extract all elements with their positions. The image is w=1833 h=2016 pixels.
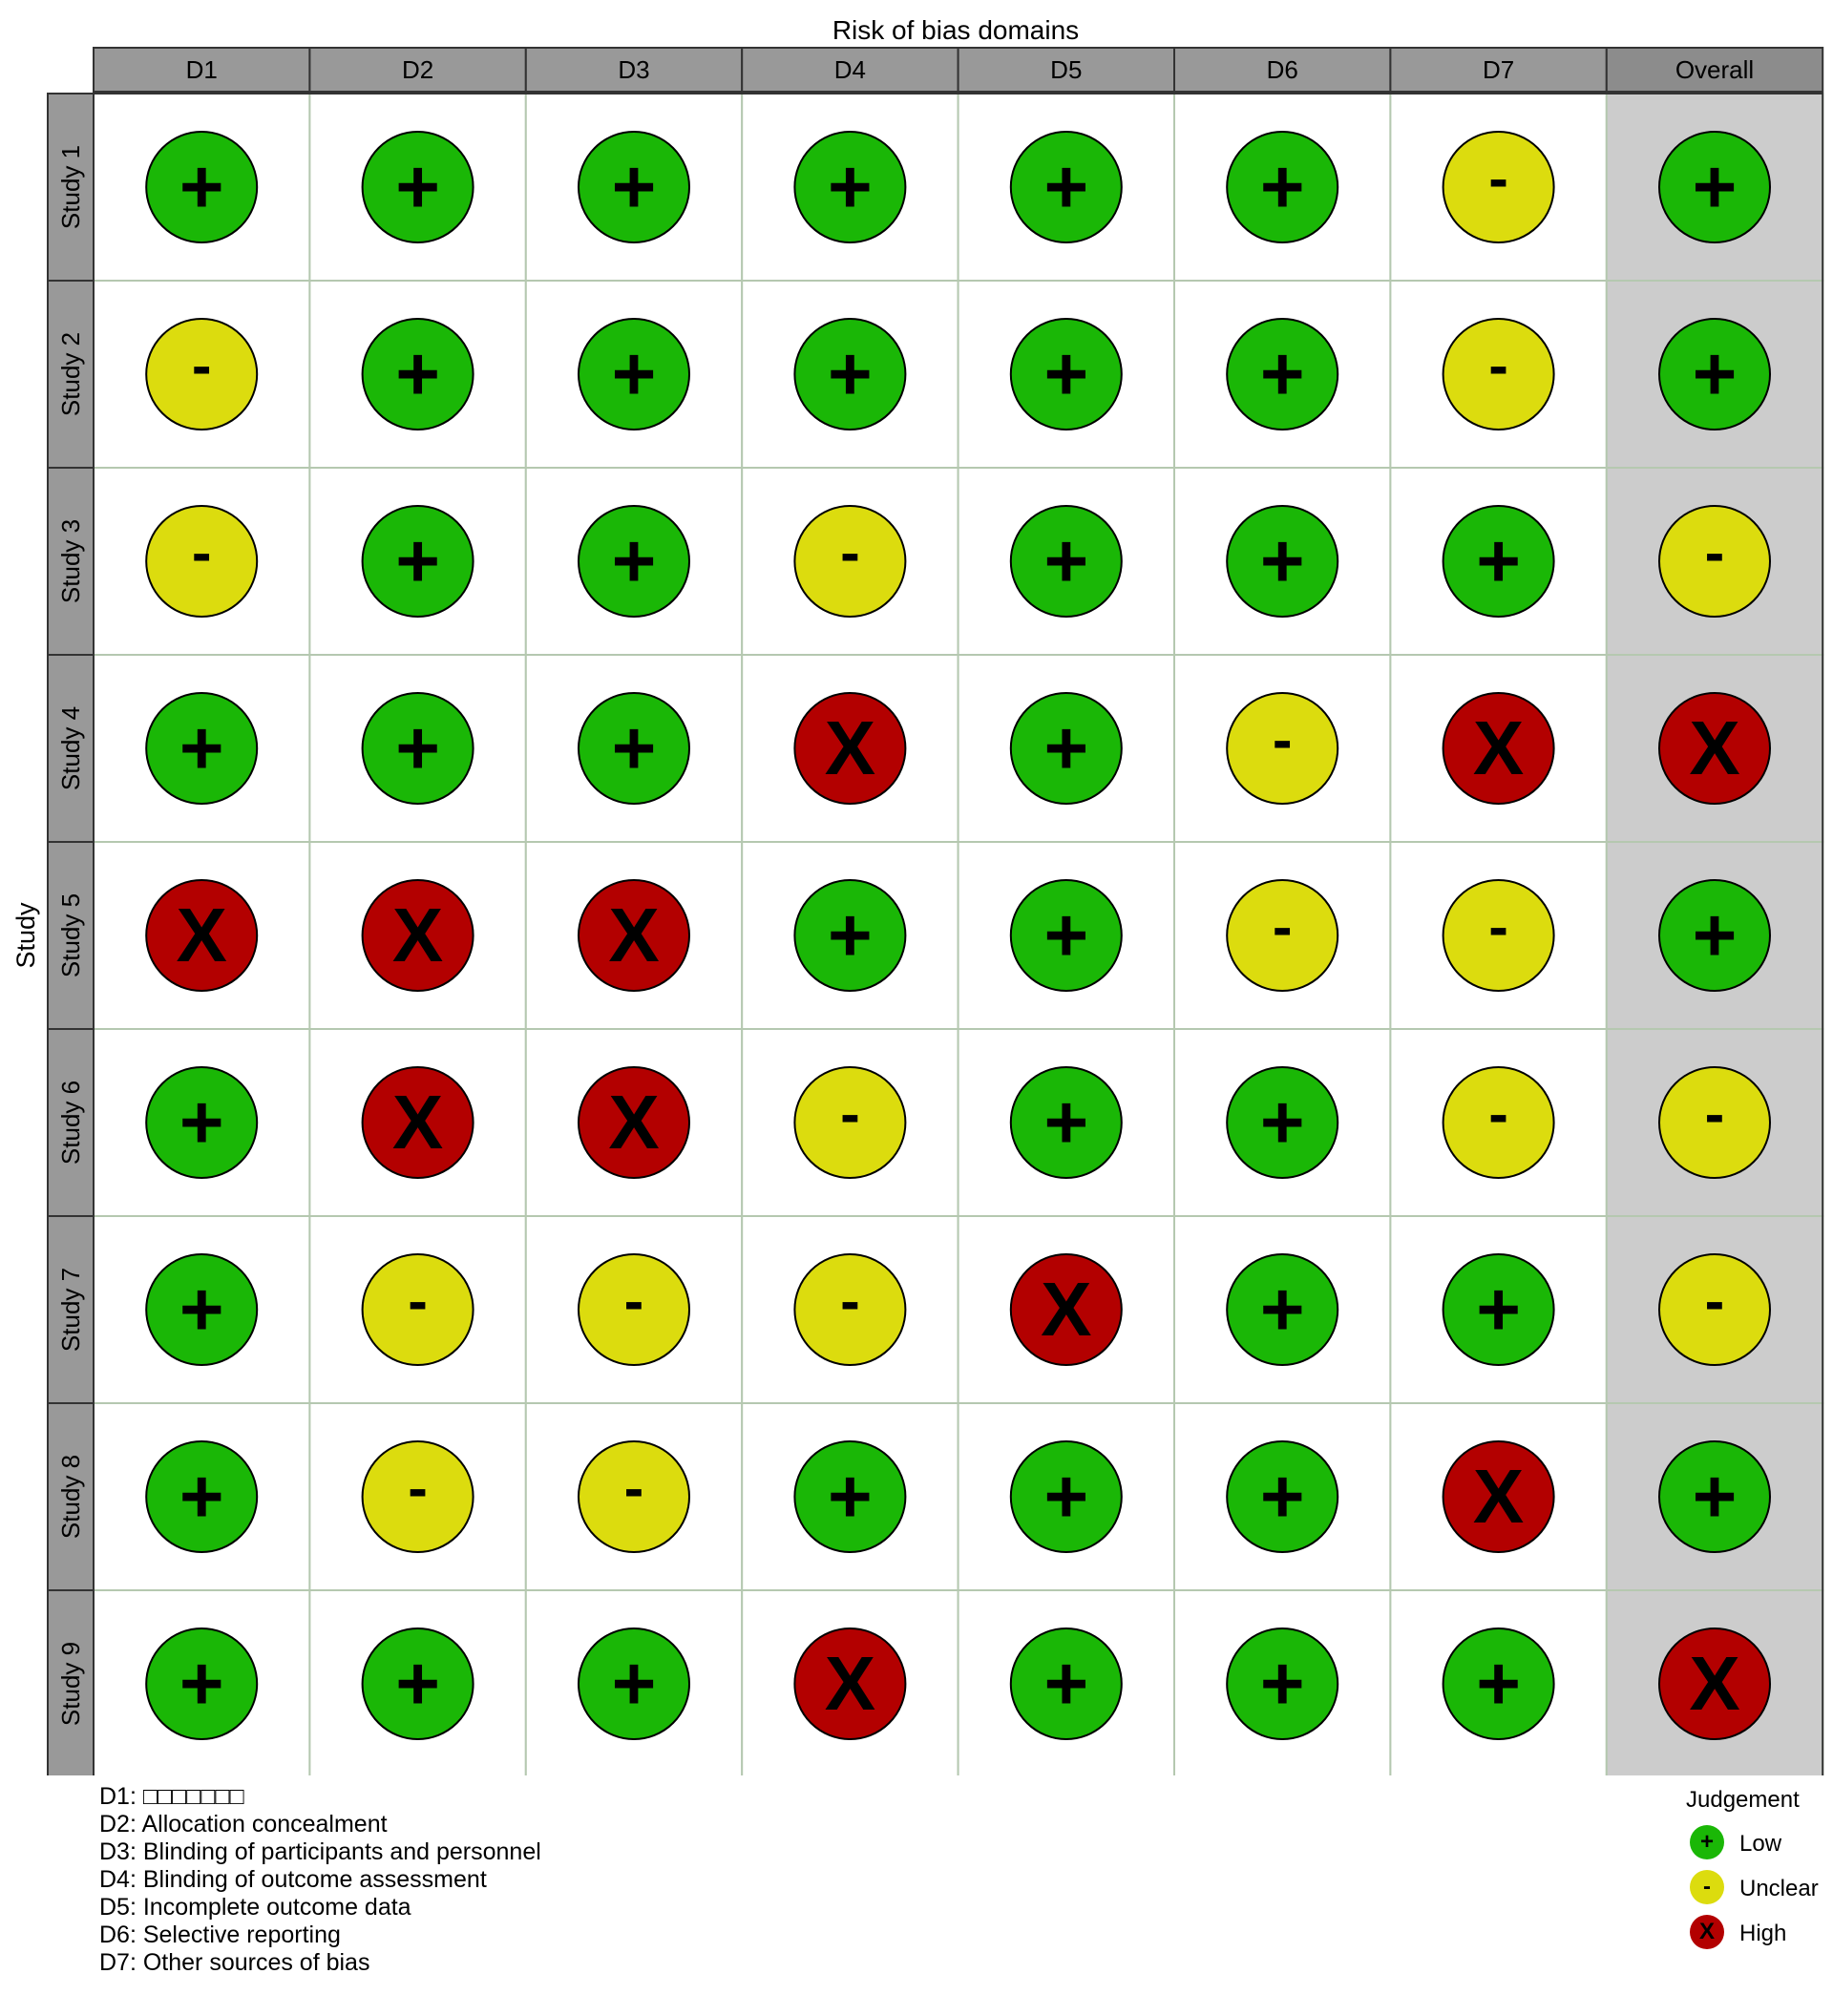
judgement-symbol-study-6-d2: X <box>391 1080 444 1165</box>
judgement-symbol-study-3-d1: - <box>191 520 212 586</box>
column-header-label-d1: D1 <box>185 55 218 84</box>
judgement-symbol-study-6-d6: + <box>1259 1080 1305 1165</box>
legend-title: Judgement <box>1686 1787 1800 1813</box>
legend-low-icon: + <box>1690 1825 1724 1859</box>
judgement-symbol-study-1-d7: - <box>1488 146 1508 212</box>
column-header-label-d5: D5 <box>1050 55 1083 84</box>
judgement-symbol-study-7-d2: - <box>408 1269 428 1334</box>
judgement-symbol-study-8-d6: + <box>1259 1454 1305 1539</box>
judgement-symbol-study-5-d1: X <box>176 892 227 977</box>
grid-layer <box>48 48 1822 1775</box>
column-header-label-d7: D7 <box>1482 55 1515 84</box>
judgement-symbol-study-3-d4: - <box>840 520 860 586</box>
judgement-symbol-study-8-d2: - <box>408 1456 428 1522</box>
row-header-label-study-6: Study 6 <box>56 1080 85 1166</box>
row-header-label-study-5: Study 5 <box>56 892 85 978</box>
row-header-label-study-1: Study 1 <box>56 144 85 230</box>
judgement-symbol-study-6-d4: - <box>840 1082 860 1147</box>
judgement-symbol-study-6-d7: - <box>1488 1082 1508 1147</box>
judgement-symbol-study-8-d4: + <box>828 1454 873 1539</box>
chart-title: Risk of bias domains <box>832 15 1080 45</box>
judgement-symbol-study-5-d3: X <box>608 892 660 977</box>
judgement-symbol-study-3-d5: + <box>1043 518 1089 603</box>
column-header-label-d2: D2 <box>401 55 434 84</box>
judgement-symbol-study-1-d2: + <box>395 144 440 229</box>
judgement-symbol-study-6-overall: - <box>1704 1082 1725 1147</box>
judgement-symbol-study-4-d1: + <box>179 705 224 790</box>
legend-item-low <box>1690 1825 1833 1861</box>
judgement-symbol-study-8-d5: + <box>1043 1454 1089 1539</box>
judgement-symbol-study-4-d5: + <box>1043 705 1089 790</box>
judgement-symbol-study-9-d6: + <box>1259 1641 1305 1726</box>
judgement-symbol-study-4-d3: + <box>611 705 657 790</box>
legend-high-label: High <box>1739 1921 1787 1946</box>
domain-note-d4: D4: Blinding of outcome assessment <box>99 1866 487 1893</box>
judgement-symbol-study-3-d3: + <box>611 518 657 603</box>
judgement-symbol-study-3-d6: + <box>1259 518 1305 603</box>
judgement-symbol-study-2-d2: + <box>395 331 440 416</box>
judgement-symbol-study-4-d7: X <box>1472 705 1525 790</box>
judgement-symbol-study-9-d4: X <box>824 1641 876 1726</box>
judgement-symbol-study-2-d4: + <box>828 331 873 416</box>
y-axis-label: Study <box>11 902 40 969</box>
judgement-symbol-study-1-d3: + <box>611 144 657 229</box>
judgement-symbol-study-4-d6: - <box>1272 707 1293 773</box>
judgement-symbol-study-9-d1: + <box>179 1641 224 1726</box>
judgement-symbol-study-6-d3: X <box>608 1080 660 1165</box>
column-header-label-d6: D6 <box>1266 55 1298 84</box>
legend-unclear-icon: - <box>1690 1870 1724 1904</box>
judgement-symbol-study-9-d2: + <box>395 1641 440 1726</box>
judgement-symbol-study-8-d1: + <box>179 1454 224 1539</box>
judgement-symbol-study-5-d6: - <box>1272 894 1293 960</box>
judgement-symbol-study-8-d3: - <box>623 1456 644 1522</box>
judgement-symbol-study-6-d5: + <box>1043 1080 1089 1165</box>
judgement-symbol-study-1-d4: + <box>828 144 873 229</box>
judgement-symbol-study-6-d1: + <box>179 1080 224 1165</box>
judgement-symbol-study-8-overall: + <box>1692 1454 1738 1539</box>
row-header-label-study-3: Study 3 <box>56 518 85 604</box>
judgement-symbol-study-3-d7: + <box>1476 518 1521 603</box>
column-header-label-overall: Overall <box>1675 55 1755 84</box>
row-header-label-study-7: Study 7 <box>56 1267 85 1353</box>
column-header-label-d3: D3 <box>618 55 650 84</box>
judgement-symbol-study-7-d3: - <box>623 1269 644 1334</box>
judgement-symbol-study-4-d2: + <box>395 705 440 790</box>
domain-note-d7: D7: Other sources of bias <box>99 1949 370 1976</box>
judgement-symbol-study-1-overall: + <box>1692 144 1738 229</box>
judgement-symbol-study-7-d6: + <box>1259 1267 1305 1352</box>
judgement-symbol-study-9-d7: + <box>1476 1641 1521 1726</box>
row-header-label-study-8: Study 8 <box>56 1454 85 1540</box>
judgement-symbol-study-7-d1: + <box>179 1267 224 1352</box>
judgement-symbol-study-9-d3: + <box>611 1641 657 1726</box>
row-header-label-study-4: Study 4 <box>56 705 85 791</box>
judgement-symbol-study-7-d7: + <box>1476 1267 1521 1352</box>
judgement-symbol-study-8-d7: X <box>1472 1454 1525 1539</box>
judgement-symbol-study-5-d4: + <box>828 892 873 977</box>
judgement-symbol-study-2-d5: + <box>1043 331 1089 416</box>
domain-notes <box>99 1783 541 1977</box>
judgement-symbol-study-1-d6: + <box>1259 144 1305 229</box>
legend-unclear-label: Unclear <box>1739 1876 1819 1901</box>
judgement-symbol-study-2-d6: + <box>1259 331 1305 416</box>
judgement-symbol-study-5-d5: + <box>1043 892 1089 977</box>
row-header-label-study-9: Study 9 <box>56 1641 85 1727</box>
legend-high-icon: X <box>1690 1915 1724 1949</box>
row-header-label-study-2: Study 2 <box>56 331 85 417</box>
judgement-symbol-study-3-overall: - <box>1704 520 1725 586</box>
judgement-symbol-study-2-d1: - <box>191 333 212 399</box>
judgement-symbol-study-2-overall: + <box>1692 331 1738 416</box>
domain-note-d6: D6: Selective reporting <box>99 1922 341 1948</box>
domain-note-d5: D5: Incomplete outcome data <box>99 1894 411 1921</box>
judgement-symbol-study-4-overall: X <box>1689 705 1740 790</box>
legend-low-label: Low <box>1739 1831 1782 1857</box>
domain-note-d1: D1: □□□□□□□ <box>99 1783 244 1810</box>
judgement-symbol-study-5-d2: X <box>391 892 444 977</box>
domain-note-d3: D3: Blinding of participants and personnel <box>99 1838 541 1865</box>
judgement-symbol-study-1-d5: + <box>1043 144 1089 229</box>
judgement-symbol-study-7-overall: - <box>1704 1269 1725 1334</box>
judgement-symbol-study-7-d4: - <box>840 1269 860 1334</box>
column-header-label-d4: D4 <box>833 55 867 84</box>
judgement-symbol-study-2-d7: - <box>1488 333 1508 399</box>
judgement-symbol-study-9-d5: + <box>1043 1641 1089 1726</box>
legend-item-high <box>1690 1915 1833 1951</box>
judgement-symbol-study-4-d4: X <box>824 705 876 790</box>
domain-note-d2: D2: Allocation concealment <box>99 1811 388 1838</box>
judgement-symbol-study-7-d5: X <box>1041 1267 1092 1352</box>
judgement-symbol-study-5-overall: + <box>1692 892 1738 977</box>
judgement-symbol-study-3-d2: + <box>395 518 440 603</box>
judgement-symbol-study-1-d1: + <box>179 144 224 229</box>
judgement-symbol-study-2-d3: + <box>611 331 657 416</box>
judgement-symbol-study-9-overall: X <box>1689 1641 1740 1726</box>
judgement-symbol-study-5-d7: - <box>1488 894 1508 960</box>
legend-item-unclear <box>1690 1870 1833 1906</box>
